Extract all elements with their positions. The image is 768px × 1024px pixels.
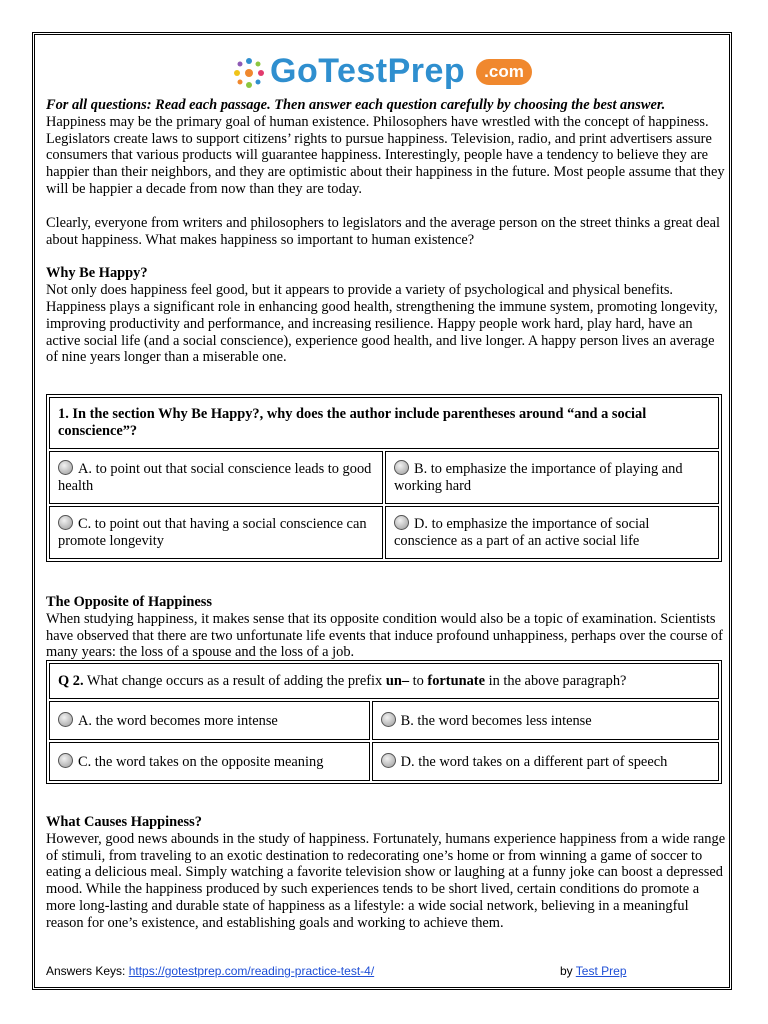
q2-option-b[interactable] <box>372 701 719 740</box>
q2-option-d-label: D. the word takes on a different part of speech <box>400 753 668 770</box>
q2-option-c[interactable] <box>49 742 370 781</box>
logo-text: GoTestPrep <box>270 52 466 90</box>
q2-option-a[interactable] <box>49 701 370 740</box>
q2-text-after: in the above paragraph? <box>484 672 627 689</box>
section-body-causes: However, good news abounds in the study of happiness. Fortunately, humans experience happiness from a wide range of stimuli, from traveling to an exotic destination to redecorating one’s home or from winning a game of soccer to eating a delicious meal. Simply watching a favorite television show or laughing at a funny joke can boost a depressed mood. While the happiness produced by such experiences tends to be short lived, certain conditions do promote a more long-lasting and durable state of happiness as a lifestyle: a wide social network, believing in a meaningful reason for one’s existence, and establishing goals and working to achieve them. <box>46 830 726 931</box>
radio-button-icon[interactable] <box>58 460 73 475</box>
q2-option-a-label: A. the word becomes more intense <box>78 712 278 729</box>
q2-prefix: un– <box>385 672 410 689</box>
gotestprep-logo[interactable] <box>232 50 532 94</box>
answers-key-label: Answers Keys: <box>46 964 129 978</box>
q1-option-a[interactable] <box>49 451 383 504</box>
question-1-table <box>46 394 722 562</box>
by-label: by <box>560 964 576 978</box>
radio-button-icon[interactable] <box>58 753 73 768</box>
section-heading-opposite: The Opposite of Happiness <box>46 594 212 610</box>
q1-option-d[interactable] <box>385 506 719 559</box>
radio-button-icon[interactable] <box>381 712 396 727</box>
answers-key-link[interactable]: https://gotestprep.com/reading-practice-test-4/ <box>128 964 375 978</box>
section-body-why-be-happy: Not only does happiness feel good, but it appears to provide a variety of psychological and physical benefits. Happiness plays a significant role in enhancing good health, strengthening the immune system, promoting longevity, improving productivity and performance, and increasing resilience. Happy people work hard, play hard, have an active social life (and a social conscience), experience good health, and live longer. A happy person lives an average of nine years longer than a miserable one. <box>46 282 718 366</box>
q2-text-mid: to <box>409 672 428 689</box>
intro-paragraph-2: Clearly, everyone from writers and philosophers to legislators and the average person on the street thinks a great deal about happiness. What makes happiness so important to human existence? <box>46 214 721 248</box>
answers-key-footer <box>46 964 374 978</box>
test-prep-link[interactable]: Test Prep <box>575 964 627 978</box>
q1-option-b[interactable] <box>385 451 719 504</box>
intro-paragraph-1: Happiness may be the primary goal of human existence. Philosophers have wrestled with the concept of happiness. Legislators create laws to support citizens’ rights to pursue happiness. Television, radio, and print advertisers assure consumers that various products will guarantee happiness. Interestingly, people have a tendency to believe they are happier than their neighbors, and they are optimistic about their happiness in the future. Most people assume that they will be happier a decade from now than they are today. <box>46 113 725 197</box>
q2-option-b-label: B. the word becomes less intense <box>400 712 592 729</box>
q1-option-d-label: D. to emphasize the importance of social conscience as a part of an active social life <box>394 516 650 549</box>
byline-footer <box>560 964 627 978</box>
question-1-text: 1. In the section Why Be Happy?, why does the author include parentheses around “and a social conscience”? <box>49 397 719 449</box>
q1-option-c-label: C. to point out that having a social conscience can promote longevity <box>58 516 367 549</box>
section-body-opposite: When studying happiness, it makes sense that its opposite condition would also be a topic of examination. Scientists have observed that there are two unfortunate life events that induce profound unhappiness, perhaps over the course of many years: the loss of a spouse and the loss of a job. <box>46 610 723 661</box>
radio-button-icon[interactable] <box>394 515 409 530</box>
causes-section <box>46 814 726 932</box>
intro-section <box>46 97 726 366</box>
instructions: For all questions: Read each passage. Then answer each question carefully by choosing the best answer. <box>46 97 666 113</box>
q1-option-c[interactable] <box>49 506 383 559</box>
opposite-section <box>46 594 726 661</box>
logo-com-badge: .com <box>476 59 532 85</box>
radio-button-icon[interactable] <box>394 460 409 475</box>
radio-button-icon[interactable] <box>58 712 73 727</box>
q2-option-d[interactable] <box>372 742 719 781</box>
question-2-table <box>46 660 722 784</box>
q2-word: fortunate <box>427 672 485 689</box>
q2-text-before: What change occurs as a result of adding the prefix <box>83 672 386 689</box>
q2-label: Q 2. <box>58 672 84 689</box>
radio-button-icon[interactable] <box>381 753 396 768</box>
q2-option-c-label: C. the word takes on the opposite meaning <box>78 753 324 770</box>
question-2-text <box>49 663 719 699</box>
sparkle-icon <box>232 56 266 90</box>
radio-button-icon[interactable] <box>58 515 73 530</box>
section-heading-causes: What Causes Happiness? <box>46 814 202 830</box>
q1-option-b-label: B. to emphasize the importance of playing and working hard <box>394 461 683 494</box>
q1-option-a-label: A. to point out that social conscience leads to good health <box>58 461 372 494</box>
section-heading-why-be-happy: Why Be Happy? <box>46 265 148 282</box>
